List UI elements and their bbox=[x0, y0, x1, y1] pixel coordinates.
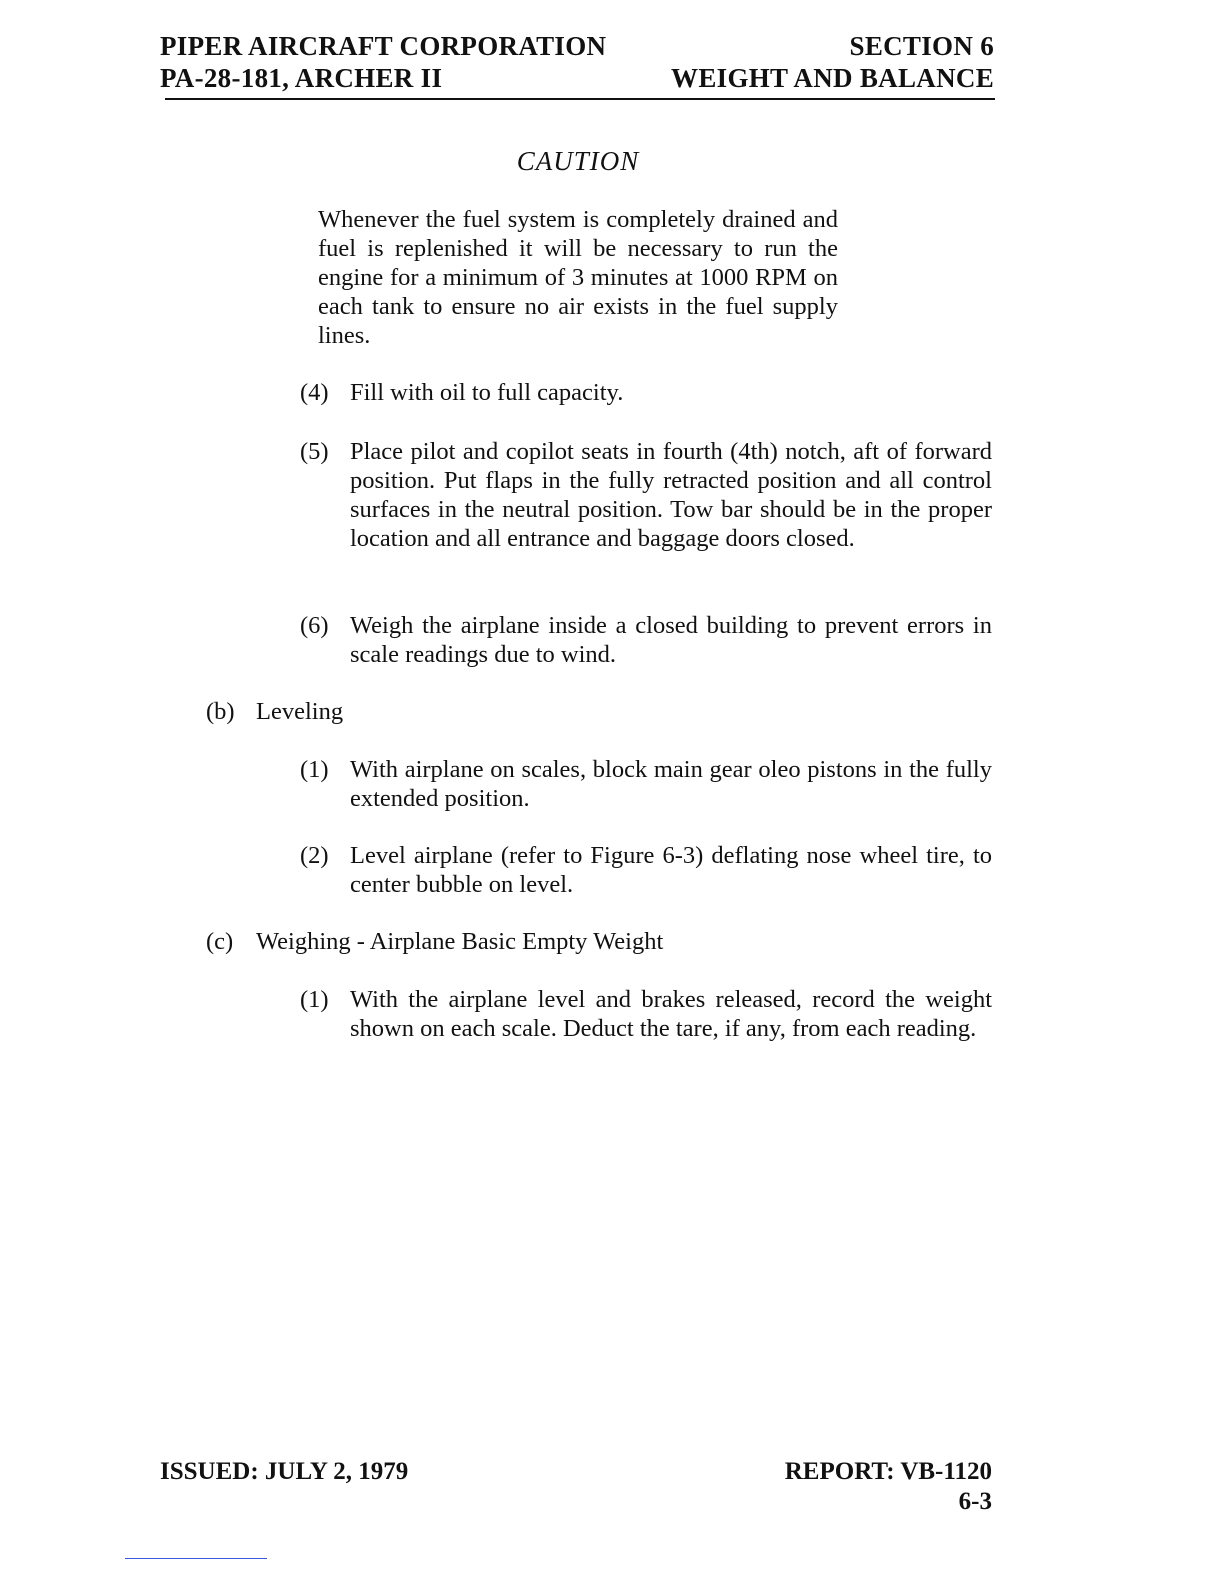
item-number: (5) bbox=[300, 438, 329, 465]
item-number: (1) bbox=[300, 756, 329, 783]
item-heading: Weighing - Airplane Basic Empty Weight bbox=[256, 928, 664, 955]
item-text: Level airplane (refer to Figure 6-3) deflating nose wheel tire, to center bubble on level. bbox=[350, 842, 992, 898]
header-right bbox=[671, 30, 994, 94]
item-letter: (c) bbox=[206, 928, 234, 955]
item-number: (6) bbox=[300, 612, 329, 639]
item-letter: (b) bbox=[206, 698, 235, 725]
item-heading: Leveling bbox=[256, 698, 344, 725]
item-number: (1) bbox=[300, 986, 329, 1013]
header-rule bbox=[165, 98, 995, 100]
corner-line bbox=[125, 1558, 267, 1559]
item-text: Fill with oil to full capacity. bbox=[350, 379, 624, 406]
header-company: PIPER AIRCRAFT CORPORATION bbox=[160, 31, 607, 61]
item-text: With the airplane level and brakes released, record the weight shown on each scale. Deduct the tare, if any, from each reading. bbox=[350, 986, 992, 1042]
header-left bbox=[160, 30, 606, 94]
item-text: Weigh the airplane inside a closed building to prevent errors in scale readings due to wind. bbox=[350, 612, 992, 668]
item-number: (4) bbox=[300, 379, 329, 406]
item-text: Place pilot and copilot seats in fourth (4th) notch, aft of forward position. Put flaps in the fully retracted position and all control surfaces in the neutral position. Tow bar should be in the proper location and all entrance and baggage doors closed. bbox=[350, 438, 992, 552]
caution-body: Whenever the fuel system is completely drained and fuel is replenished it will be necessary to run the engine for a minimum of 3 minutes at 1000 RPM on each tank to ensure no air exists in the fuel supply lines. bbox=[318, 206, 838, 349]
footer-report: REPORT: VB-1120 bbox=[784, 1458, 992, 1485]
footer-page-number: 6-3 bbox=[958, 1488, 992, 1515]
item-text: With airplane on scales, block main gear oleo pistons in the fully extended position. bbox=[350, 756, 992, 812]
footer-issued: ISSUED: JULY 2, 1979 bbox=[160, 1458, 409, 1485]
item-number: (2) bbox=[300, 842, 329, 869]
header-model: PA-28-181, ARCHER II bbox=[160, 63, 443, 93]
header-section-title: WEIGHT AND BALANCE bbox=[671, 63, 994, 93]
footer-right bbox=[785, 1457, 992, 1517]
caution-title: CAUTION bbox=[516, 146, 640, 176]
header-section: SECTION 6 bbox=[849, 31, 994, 61]
